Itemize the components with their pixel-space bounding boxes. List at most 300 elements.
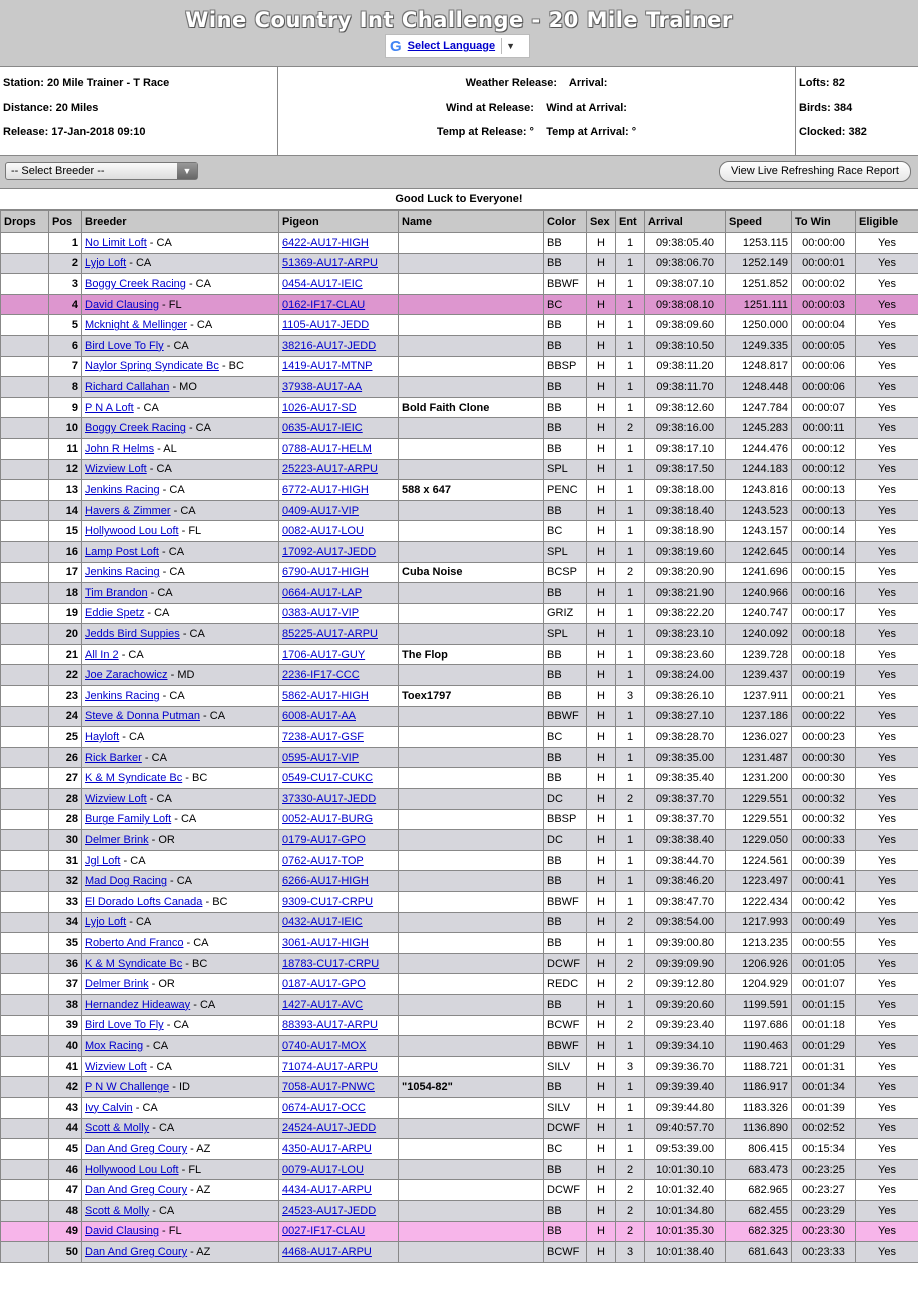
pigeon-link[interactable]: 0740-AU17-MOX [282, 1039, 367, 1052]
breeder-link[interactable]: Hayloft [85, 731, 120, 744]
table-row [1, 850, 918, 871]
arrival-cell: 09:39:12.80 [645, 974, 726, 995]
pigeon-link[interactable]: 1026-AU17-SD [282, 401, 357, 414]
name-cell: Bold Faith Clone [399, 397, 544, 418]
pigeon-link[interactable]: 9309-CU17-CRPU [282, 895, 374, 908]
ent-cell: 1 [616, 994, 645, 1015]
pos-cell: 44 [49, 1118, 82, 1139]
breeder-cell [82, 562, 279, 583]
name-cell [399, 1036, 544, 1057]
eligible-cell: Yes [856, 768, 918, 789]
to-win-cell: 00:00:15 [792, 562, 856, 583]
drops-cell [1, 397, 49, 418]
pigeon-cell [279, 583, 399, 604]
table-row [1, 624, 918, 645]
breeder-link[interactable]: Wizview Loft [85, 1060, 147, 1073]
breeder-link[interactable]: Jenkins Racing [85, 483, 160, 496]
pigeon-cell [279, 1139, 399, 1160]
name-cell [399, 1221, 544, 1242]
to-win-cell: 00:02:52 [792, 1118, 856, 1139]
breeder-link[interactable]: Delmer Brink [85, 978, 149, 991]
pigeon-link[interactable]: 0788-AU17-HELM [282, 442, 372, 455]
speed-cell: 1237.186 [726, 706, 792, 727]
table-row [1, 1077, 918, 1098]
table-row [1, 953, 918, 974]
pigeon-link[interactable]: 0549-CU17-CUKC [282, 772, 374, 785]
drops-cell [1, 624, 49, 645]
to-win-cell: 00:00:18 [792, 644, 856, 665]
breeder-link[interactable]: Jenkins Racing [85, 689, 160, 702]
pigeon-link[interactable]: 0179-AU17-GPO [282, 834, 366, 847]
pigeon-cell [279, 747, 399, 768]
pigeon-link[interactable]: 0383-AU17-VIP [282, 607, 360, 620]
breeder-cell [82, 933, 279, 954]
to-win-cell: 00:00:13 [792, 500, 856, 521]
sex-cell: H [587, 830, 616, 851]
sex-cell: H [587, 1056, 616, 1077]
pigeon-link[interactable]: 24523-AU17-JEDD [282, 1204, 377, 1217]
race-info-counts [796, 67, 918, 155]
pigeon-link[interactable]: 85225-AU17-ARPU [282, 628, 378, 641]
to-win-cell: 00:00:23 [792, 727, 856, 748]
breeder-link[interactable]: Eddie Spetz [85, 607, 145, 620]
to-win-cell: 00:00:32 [792, 789, 856, 810]
table-row [1, 274, 918, 295]
table-row [1, 892, 918, 913]
name-cell [399, 274, 544, 295]
eligible-cell: Yes [856, 1097, 918, 1118]
arrival-cell: 09:38:17.10 [645, 438, 726, 459]
sex-cell: H [587, 1097, 616, 1118]
breeder-link[interactable]: Hernandez Hideaway [85, 998, 191, 1011]
to-win-cell: 00:00:12 [792, 438, 856, 459]
table-row [1, 933, 918, 954]
breeder-cell [82, 335, 279, 356]
eligible-cell: Yes [856, 686, 918, 707]
pigeon-link[interactable]: 71074-AU17-ARPU [282, 1060, 378, 1073]
color-cell: BB [544, 644, 587, 665]
drops-cell [1, 233, 49, 254]
arrival-cell: 09:38:24.00 [645, 665, 726, 686]
to-win-cell: 00:00:14 [792, 541, 856, 562]
ent-cell: 1 [616, 377, 645, 398]
column-header-breeder: Breeder [82, 211, 279, 233]
breeder-cell [82, 603, 279, 624]
table-row [1, 994, 918, 1015]
pigeon-cell [279, 356, 399, 377]
color-cell: BB [544, 1221, 587, 1242]
breeder-link[interactable]: Roberto And Franco [85, 936, 184, 949]
arrival-cell: 09:38:11.20 [645, 356, 726, 377]
ent-cell: 2 [616, 953, 645, 974]
pigeon-link[interactable]: 0664-AU17-LAP [282, 586, 363, 599]
name-cell [399, 953, 544, 974]
name-cell [399, 727, 544, 748]
breeder-cell [82, 624, 279, 645]
breeder-state: - CA [126, 257, 152, 270]
arrival-cell: 09:38:18.40 [645, 500, 726, 521]
table-row [1, 397, 918, 418]
breeder-link[interactable]: Jedds Bird Suppies [85, 628, 180, 641]
sex-cell: H [587, 1077, 616, 1098]
pigeon-cell [279, 397, 399, 418]
speed-cell: 1188.721 [726, 1056, 792, 1077]
speed-cell: 1249.335 [726, 335, 792, 356]
breeder-link[interactable]: Wizview Loft [85, 463, 147, 476]
breeder-state: - BC [182, 772, 208, 785]
breeder-link[interactable]: Scott & Molly [85, 1122, 150, 1135]
sex-cell: H [587, 1180, 616, 1201]
eligible-cell: Yes [856, 438, 918, 459]
name-cell [399, 233, 544, 254]
breeder-link[interactable]: Richard Callahan [85, 380, 170, 393]
pigeon-link[interactable]: 6772-AU17-HIGH [282, 483, 369, 496]
pigeon-link[interactable]: 1706-AU17-GUY [282, 648, 366, 661]
name-cell [399, 335, 544, 356]
name-cell [399, 459, 544, 480]
table-row [1, 686, 918, 707]
table-row [1, 974, 918, 995]
to-win-cell: 00:00:07 [792, 397, 856, 418]
ent-cell: 2 [616, 789, 645, 810]
breeder-link[interactable]: Dan And Greg Coury [85, 1184, 188, 1197]
pigeon-link[interactable]: 88393-AU17-ARPU [282, 1019, 378, 1032]
speed-cell: 1229.551 [726, 809, 792, 830]
table-body [1, 233, 918, 1263]
breeder-link[interactable]: Lyjo Loft [85, 916, 127, 929]
table-row [1, 706, 918, 727]
eligible-cell: Yes [856, 830, 918, 851]
breeder-state: - CA [159, 566, 185, 579]
breeder-link[interactable]: Hollywood Lou Loft [85, 1163, 179, 1176]
pigeon-link[interactable]: 6266-AU17-HIGH [282, 875, 369, 888]
color-cell: PENC [544, 480, 587, 501]
breeder-link[interactable]: Boggy Creek Racing [85, 422, 186, 435]
breeder-state: - CA [120, 854, 146, 867]
table-row [1, 1221, 918, 1242]
pigeon-cell [279, 624, 399, 645]
table-row [1, 727, 918, 748]
breeder-state: - CA [146, 236, 172, 249]
drops-cell [1, 1159, 49, 1180]
table-header-row [1, 211, 918, 233]
breeder-link[interactable]: David Clausing [85, 298, 159, 311]
breeder-cell [82, 521, 279, 542]
breeder-link[interactable]: Naylor Spring Syndicate Bc [85, 360, 219, 373]
sex-cell: H [587, 500, 616, 521]
ent-cell: 3 [616, 1242, 645, 1263]
pigeon-link[interactable]: 6008-AU17-AA [282, 710, 356, 723]
breeder-link[interactable]: Jgl Loft [85, 854, 121, 867]
breeder-state: - CA [119, 731, 145, 744]
color-cell: BB [544, 438, 587, 459]
arrival-cell: 09:38:05.40 [645, 233, 726, 254]
breeder-state: - CA [146, 463, 172, 476]
pigeon-link[interactable]: 0432-AU17-IEIC [282, 916, 363, 929]
pos-cell: 22 [49, 665, 82, 686]
breeder-cell [82, 315, 279, 336]
name-cell [399, 850, 544, 871]
speed-cell: 1217.993 [726, 912, 792, 933]
pigeon-cell [279, 1118, 399, 1139]
eligible-cell: Yes [856, 892, 918, 913]
breeder-state: - CA [133, 401, 159, 414]
breeder-link[interactable]: P N W Challenge [85, 1081, 170, 1094]
speed-cell: 1204.929 [726, 974, 792, 995]
breeder-link[interactable]: David Clausing [85, 1225, 159, 1238]
speed-cell: 1240.966 [726, 583, 792, 604]
breeder-link[interactable]: Tim Brandon [85, 586, 148, 599]
sex-cell: H [587, 1159, 616, 1180]
name-cell [399, 315, 544, 336]
eligible-cell: Yes [856, 294, 918, 315]
sex-cell: H [587, 747, 616, 768]
wind-release-label: Wind at Release: [446, 101, 534, 114]
pos-cell: 15 [49, 521, 82, 542]
breeder-link[interactable]: K & M Syndicate Bc [85, 772, 183, 785]
breeder-link[interactable]: Dan And Greg Coury [85, 1245, 188, 1258]
breeder-link[interactable]: Delmer Brink [85, 834, 149, 847]
breeder-link[interactable]: Bird Love To Fly [85, 1019, 164, 1032]
breeder-link[interactable]: Mad Dog Racing [85, 875, 167, 888]
breeder-link[interactable]: Bird Love To Fly [85, 339, 164, 352]
lofts-count: Lofts: 82 [799, 77, 845, 89]
drops-cell [1, 686, 49, 707]
breeder-link[interactable]: K & M Syndicate Bc [85, 957, 183, 970]
color-cell: BB [544, 994, 587, 1015]
pos-cell: 49 [49, 1221, 82, 1242]
pigeon-link[interactable]: 4434-AU17-ARPU [282, 1184, 372, 1197]
ent-cell: 1 [616, 274, 645, 295]
pigeon-link[interactable]: 0635-AU17-IEIC [282, 422, 363, 435]
color-cell: BC [544, 294, 587, 315]
pigeon-link[interactable]: 51369-AU17-ARPU [282, 257, 378, 270]
pigeon-link[interactable]: 6790-AU17-HIGH [282, 566, 369, 579]
pigeon-cell [279, 1097, 399, 1118]
select-breeder-dropdown[interactable] [5, 162, 198, 180]
breeder-link[interactable]: Steve & Donna Putman [85, 710, 200, 723]
ent-cell: 1 [616, 1118, 645, 1139]
name-cell [399, 541, 544, 562]
pigeon-link[interactable]: 5862-AU17-HIGH [282, 689, 369, 702]
pigeon-link[interactable]: 37938-AU17-AA [282, 380, 363, 393]
speed-cell: 1240.092 [726, 624, 792, 645]
pigeon-link[interactable]: 0187-AU17-GPO [282, 978, 366, 991]
pos-cell: 28 [49, 789, 82, 810]
breeder-link[interactable]: Boggy Creek Racing [85, 277, 186, 290]
pigeon-link[interactable]: 24524-AU17-JEDD [282, 1122, 377, 1135]
eligible-cell: Yes [856, 1159, 918, 1180]
pos-cell: 32 [49, 871, 82, 892]
to-win-cell: 00:00:12 [792, 459, 856, 480]
arrival-cell: 09:38:12.60 [645, 397, 726, 418]
ent-cell: 1 [616, 727, 645, 748]
sex-cell: H [587, 521, 616, 542]
pos-cell: 47 [49, 1180, 82, 1201]
pigeon-link[interactable]: 18783-CU17-CRPU [282, 957, 380, 970]
to-win-cell: 00:00:13 [792, 480, 856, 501]
breeder-link[interactable]: All In 2 [85, 648, 119, 661]
language-selector[interactable] [385, 34, 530, 58]
drops-cell [1, 253, 49, 274]
breeder-link[interactable]: Havers & Zimmer [85, 504, 171, 517]
breeder-link[interactable]: Wizview Loft [85, 792, 147, 805]
breeder-link[interactable]: Dan And Greg Coury [85, 1142, 188, 1155]
breeder-state: - CA [170, 504, 196, 517]
ent-cell: 1 [616, 747, 645, 768]
breeder-link[interactable]: Lyjo Loft [85, 257, 127, 270]
to-win-cell: 00:00:30 [792, 768, 856, 789]
pigeon-cell [279, 480, 399, 501]
breeder-state: - CA [143, 1039, 169, 1052]
pigeon-link[interactable]: 4350-AU17-ARPU [282, 1142, 372, 1155]
sex-cell: H [587, 1200, 616, 1221]
pigeon-cell [279, 438, 399, 459]
pigeon-link[interactable]: 4468-AU17-ARPU [282, 1245, 372, 1258]
sex-cell: H [587, 1015, 616, 1036]
table-row [1, 356, 918, 377]
speed-cell: 683.473 [726, 1159, 792, 1180]
breeder-state: - CA [159, 689, 185, 702]
pigeon-link[interactable]: 0762-AU17-TOP [282, 854, 364, 867]
drops-cell [1, 1200, 49, 1221]
table-row [1, 562, 918, 583]
pigeon-link[interactable]: 25223-AU17-ARPU [282, 463, 378, 476]
drops-cell [1, 418, 49, 439]
drops-cell [1, 706, 49, 727]
station-text: Station: 20 Mile Trainer - T Race [3, 77, 170, 89]
name-cell [399, 994, 544, 1015]
pigeon-link[interactable]: 17092-AU17-JEDD [282, 545, 377, 558]
table-row [1, 665, 918, 686]
pigeon-cell [279, 974, 399, 995]
breeder-state: - CA [159, 483, 185, 496]
sex-cell: H [587, 644, 616, 665]
to-win-cell: 00:00:49 [792, 912, 856, 933]
ent-cell: 1 [616, 294, 645, 315]
speed-cell: 1244.183 [726, 459, 792, 480]
color-cell: DC [544, 830, 587, 851]
breeder-link[interactable]: Mox Racing [85, 1039, 144, 1052]
table-row [1, 233, 918, 254]
pos-cell: 8 [49, 377, 82, 398]
ent-cell: 2 [616, 1159, 645, 1180]
sex-cell: H [587, 253, 616, 274]
breeder-state: - AZ [187, 1184, 211, 1197]
pos-cell: 48 [49, 1200, 82, 1221]
table-row [1, 1015, 918, 1036]
speed-cell: 1252.149 [726, 253, 792, 274]
pos-cell: 35 [49, 933, 82, 954]
pigeon-link[interactable]: 0595-AU17-VIP [282, 751, 360, 764]
sex-cell: H [587, 789, 616, 810]
pigeon-link[interactable]: 0454-AU17-IEIC [282, 277, 363, 290]
breeder-cell [82, 789, 279, 810]
arrival-cell: 09:39:39.40 [645, 1077, 726, 1098]
breeder-link[interactable]: El Dorado Lofts Canada [85, 895, 203, 908]
pigeon-link[interactable]: 1427-AU17-AVC [282, 998, 364, 1011]
ent-cell: 1 [616, 1097, 645, 1118]
sex-cell: H [587, 459, 616, 480]
breeder-link[interactable]: Mcknight & Mellinger [85, 319, 188, 332]
pigeon-link[interactable]: 7058-AU17-PNWC [282, 1081, 375, 1094]
arrival-cell: 10:01:35.30 [645, 1221, 726, 1242]
breeder-link[interactable]: Jenkins Racing [85, 566, 160, 579]
breeder-state: - OR [148, 978, 175, 991]
breeder-link[interactable]: Joe Zarachowicz [85, 669, 168, 682]
to-win-cell: 00:01:07 [792, 974, 856, 995]
pigeon-link[interactable]: 0674-AU17-OCC [282, 1101, 366, 1114]
arrival-cell: 09:38:17.50 [645, 459, 726, 480]
breeder-cell [82, 356, 279, 377]
table-row [1, 1180, 918, 1201]
breeder-link[interactable]: Rick Barker [85, 751, 142, 764]
breeder-link[interactable]: John R Helms [85, 442, 155, 455]
breeder-link[interactable]: Ivy Calvin [85, 1101, 133, 1114]
breeder-cell [82, 1180, 279, 1201]
to-win-cell: 00:00:18 [792, 624, 856, 645]
pigeon-link[interactable]: 0409-AU17-VIP [282, 504, 360, 517]
pigeon-link[interactable]: 1105-AU17-JEDD [282, 319, 370, 332]
breeder-link[interactable]: Lamp Post Loft [85, 545, 159, 558]
chevron-down-icon[interactable]: ▼ [177, 163, 197, 179]
breeder-state: - CA [118, 648, 144, 661]
pigeon-link[interactable]: 2236-IF17-CCC [282, 669, 360, 682]
pigeon-link[interactable]: 0079-AU17-LOU [282, 1163, 364, 1176]
sex-cell: H [587, 274, 616, 295]
pos-cell: 41 [49, 1056, 82, 1077]
arrival-cell: 09:38:07.10 [645, 274, 726, 295]
breeder-link[interactable]: Hollywood Lou Loft [85, 525, 179, 538]
drops-cell [1, 953, 49, 974]
breeder-link[interactable]: Burge Family Loft [85, 813, 172, 826]
name-cell [399, 1015, 544, 1036]
pos-cell: 27 [49, 768, 82, 789]
chevron-down-icon[interactable]: ▼ [506, 41, 516, 51]
pigeon-link[interactable]: 37330-AU17-JEDD [282, 792, 377, 805]
ent-cell: 1 [616, 850, 645, 871]
pigeon-link[interactable]: 3061-AU17-HIGH [282, 936, 369, 949]
select-breeder-value: -- Select Breeder -- [11, 165, 105, 177]
select-language-link[interactable]: Select Language [407, 40, 496, 52]
arrival-cell: 09:38:22.20 [645, 603, 726, 624]
pigeon-link[interactable]: 0082-AU17-LOU [282, 525, 364, 538]
pigeon-link[interactable]: 0027-IF17-CLAU [282, 1225, 366, 1238]
breeder-cell [82, 1159, 279, 1180]
pigeon-link[interactable]: 0162-IF17-CLAU [282, 298, 366, 311]
color-cell: BB [544, 377, 587, 398]
table-row [1, 294, 918, 315]
pigeon-link[interactable]: 1419-AU17-MTNP [282, 360, 373, 373]
pigeon-link[interactable]: 7238-AU17-GSF [282, 731, 364, 744]
column-header-ent: Ent [616, 211, 645, 233]
pigeon-link[interactable]: 38216-AU17-JEDD [282, 339, 377, 352]
color-cell: BB [544, 253, 587, 274]
speed-cell: 1245.283 [726, 418, 792, 439]
pigeon-link[interactable]: 6422-AU17-HIGH [282, 236, 369, 249]
breeder-state: - CA [146, 1060, 172, 1073]
live-race-report-button[interactable]: View Live Refreshing Race Report [719, 161, 911, 182]
breeder-link[interactable]: P N A Loft [85, 401, 134, 414]
name-cell [399, 1139, 544, 1160]
breeder-link[interactable]: No Limit Loft [85, 236, 147, 249]
weather-release-label: Weather Release: [465, 77, 558, 89]
pigeon-link[interactable]: 0052-AU17-BURG [282, 813, 374, 826]
name-cell: 588 x 647 [399, 480, 544, 501]
breeder-state: - FL [178, 1163, 202, 1176]
breeder-link[interactable]: Scott & Molly [85, 1204, 150, 1217]
sex-cell: H [587, 603, 616, 624]
